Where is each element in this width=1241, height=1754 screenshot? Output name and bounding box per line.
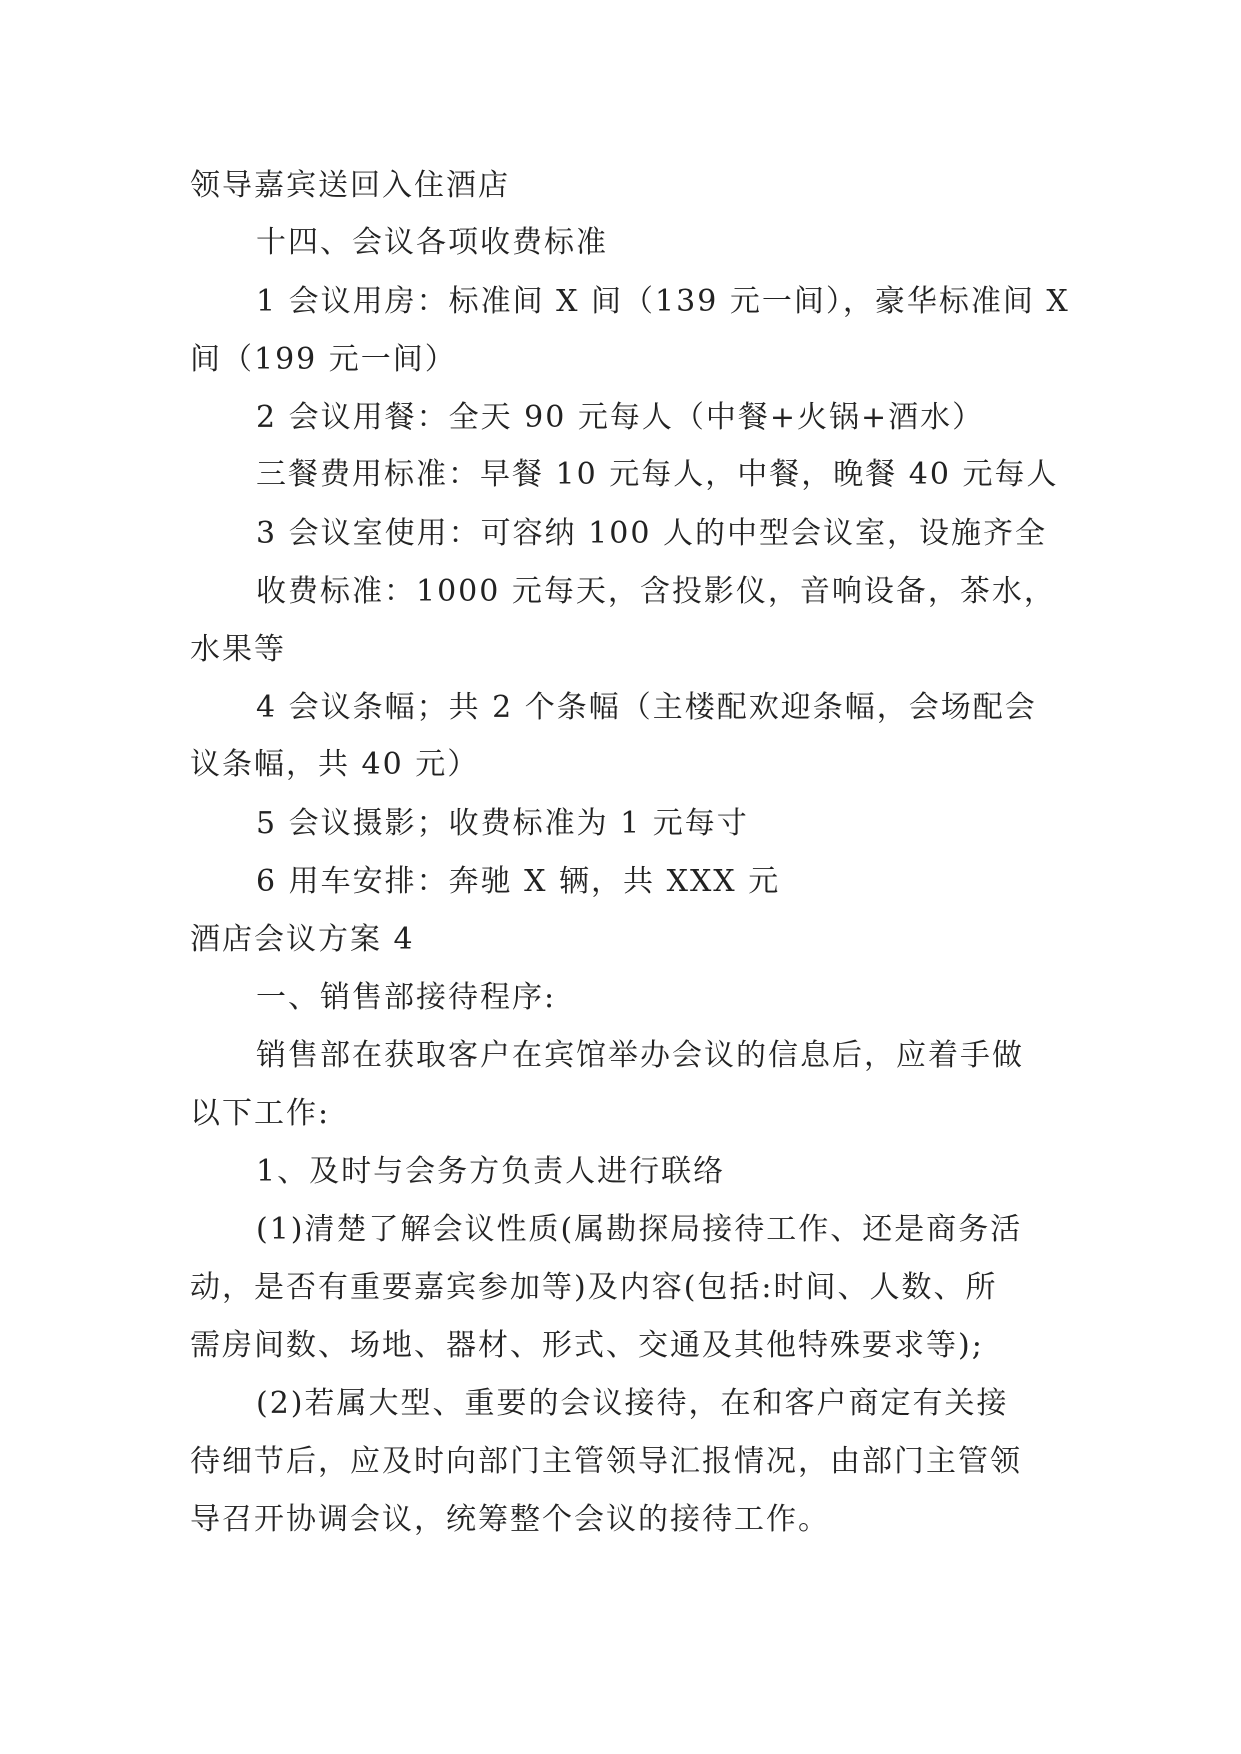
text-line: 6 用车安排：奔驰 X 辆，共 XXX 元 <box>256 864 781 899</box>
text-line: 领导嘉宾送回入住酒店 <box>190 168 510 203</box>
text-line: 1 会议用房：标准间 X 间（139 元一间），豪华标准间 X <box>256 284 1070 319</box>
section-heading: 十四、会议各项收费标准 <box>256 225 608 260</box>
section-heading: 一、销售部接待程序: <box>256 980 557 1015</box>
text-line: 2 会议用餐：全天 90 元每人（中餐+火锅+酒水） <box>256 400 985 435</box>
text-line: 水果等 <box>190 632 286 667</box>
text-line: 间（199 元一间） <box>190 342 457 377</box>
text-line: 需房间数、场地、器材、形式、交通及其他特殊要求等); <box>190 1328 984 1363</box>
text-line: 4 会议条幅；共 2 个条幅（主楼配欢迎条幅，会场配会 <box>256 690 1037 725</box>
text-line: 导召开协调会议，统筹整个会议的接待工作。 <box>190 1502 830 1537</box>
text-line: 5 会议摄影；收费标准为 1 元每寸 <box>256 806 749 841</box>
text-line: 1、及时与会务方负责人进行联络 <box>256 1154 726 1189</box>
document-title: 酒店会议方案 4 <box>190 922 415 957</box>
text-line: 销售部在获取客户在宾馆举办会议的信息后，应着手做 <box>256 1038 1024 1073</box>
text-line: 3 会议室使用：可容纳 100 人的中型会议室，设施齐全 <box>256 516 1047 551</box>
text-line: 收费标准：1000 元每天，含投影仪，音响设备，茶水， <box>256 574 1056 609</box>
text-line: 以下工作: <box>190 1096 331 1131</box>
text-line: 待细节后，应及时向部门主管领导汇报情况，由部门主管领 <box>190 1444 1022 1479</box>
text-line: (1)清楚了解会议性质(属勘探局接待工作、还是商务活 <box>256 1212 1023 1247</box>
text-line: 议条幅，共 40 元） <box>190 747 480 782</box>
text-line: 三餐费用标准：早餐 10 元每人，中餐，晚餐 40 元每人 <box>256 457 1059 492</box>
text-line: 动，是否有重要嘉宾参加等)及内容(包括:时间、人数、所 <box>190 1270 998 1305</box>
text-line: (2)若属大型、重要的会议接待，在和客户商定有关接 <box>256 1386 1009 1421</box>
